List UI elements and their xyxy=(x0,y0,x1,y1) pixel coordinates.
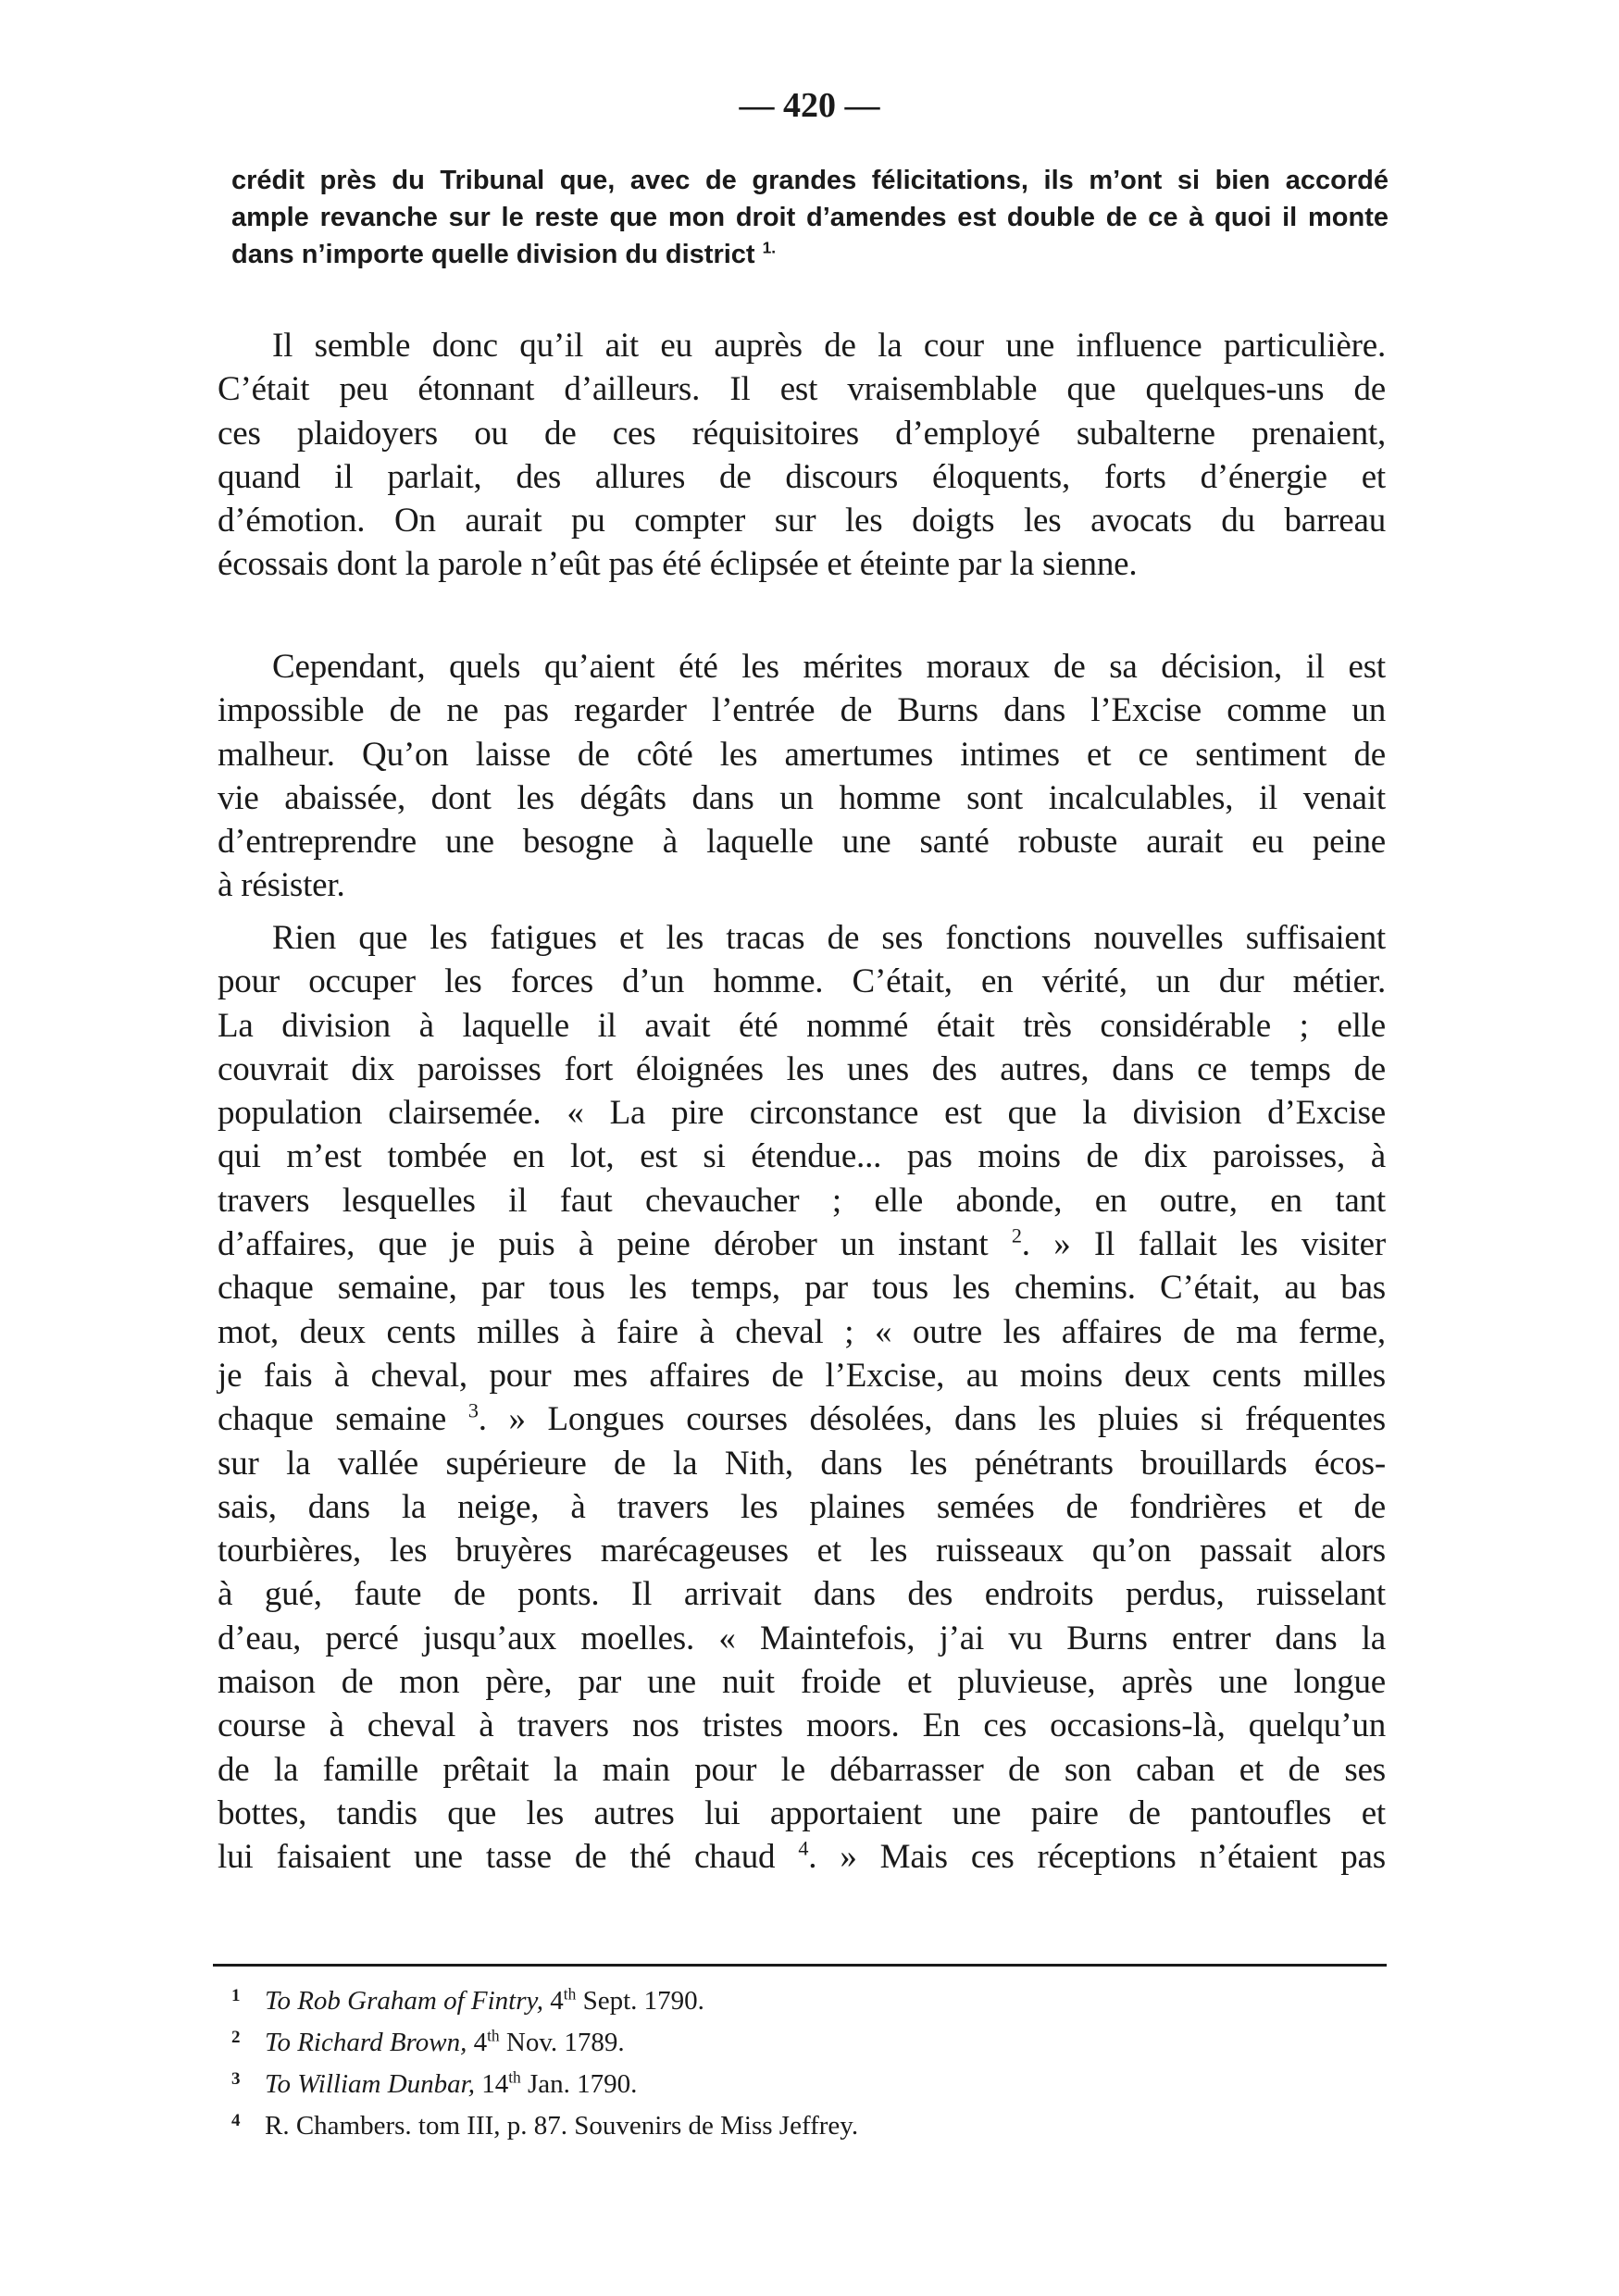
text-line: de la famille prêtait la main pour le débarrasser de son caban et de ses xyxy=(218,1750,1386,1789)
text-line: course à cheval à travers nos tristes moors. En ces occasions-là, quelqu’un xyxy=(218,1706,1386,1745)
footnotes xyxy=(231,1978,1389,2144)
footnote-4 xyxy=(231,2103,1389,2144)
quote-line: crédit près du Tribunal que, avec de grandes félicitations, ils m’ont si bien accordé xyxy=(231,166,1389,195)
footnote-number: 4 xyxy=(231,2111,241,2130)
footnote-3: 3 To William Dunbar, 14th Jan. 1790. xyxy=(231,2061,1389,2103)
footnote-divider xyxy=(213,1964,1387,1967)
quote-line: ample revanche sur le reste que mon droit d’amendes est double de ce à quoi il monte xyxy=(231,203,1389,232)
page-number: — 420 — xyxy=(739,86,880,125)
footnote-source: To Rob Graham of Fintry, xyxy=(265,1986,544,2016)
text-line: mot, deux cents milles à faire à cheval ; « outre les affaires de ma ferme, xyxy=(218,1312,1386,1351)
text-line: qui m’est tombée en lot, est si étendue... pas moins de dix paroisses, à xyxy=(218,1137,1386,1176)
text-line: sur la vallée supérieure de la Nith, dans les pénétrants brouillards écos- xyxy=(218,1444,1386,1483)
footnote-ref: 1. xyxy=(762,238,777,257)
footnote-source: To William Dunbar, xyxy=(265,2069,475,2099)
text-line: population clairsemée. « La pire circonstance est que la division d’Excise xyxy=(218,1094,1386,1133)
text-line: Il semble donc qu’il ait eu auprès de la cour une influence particulière. xyxy=(272,327,1386,365)
text-line: maison de mon père, par une nuit froide et pluvieuse, après une longue xyxy=(218,1663,1386,1702)
text-line: d’entreprendre une besogne à laquelle une santé robuste aurait eu peine xyxy=(218,823,1386,862)
footnote-2: 2 To Richard Brown, 4th Nov. 1789. xyxy=(231,2019,1389,2061)
footnote-ref: 4 xyxy=(798,1836,809,1860)
footnote-text: R. Chambers. tom III, p. 87. Souvenirs de Miss Jeffrey. xyxy=(265,2111,859,2141)
text-line: pour occuper les forces d’un homme. C’était, en vérité, un dur métier. xyxy=(218,962,1386,1001)
text-line: quand il parlait, des allures de discours éloquents, forts d’énergie et xyxy=(218,457,1386,496)
text-line: chaque semaine $^3$. » Longues courses désolées, dans les pluies si fréquentes xyxy=(218,1398,1386,1439)
text-line: lui faisaient une tasse de thé chaud $^4$. » Mais ces réceptions n’étaient pas xyxy=(218,1836,1386,1877)
quote-line: dans n’importe quelle division du district $^{1.}$ xyxy=(231,238,777,269)
paragraph-excise-entry xyxy=(218,645,1386,908)
text-line: tourbières, les bruyères marécageuses et les ruisseaux qu’on passait alors xyxy=(218,1532,1386,1570)
footnote-ref: 3 xyxy=(467,1398,479,1422)
text-line: d’émotion. On aurait pu compter sur les doigts les avocats du barreau xyxy=(218,502,1386,540)
text-line: d’eau, percé jusqu’aux moelles. « Maintefois, j’ai vu Burns entrer dans la xyxy=(218,1619,1386,1657)
text-line: impossible de ne pas regarder l’entrée de Burns dans l’Excise comme un xyxy=(218,691,1386,730)
text-line: travers lesquelles il faut chevaucher ; elle abonde, en outre, en tant xyxy=(218,1181,1386,1220)
text-line: C’était peu étonnant d’ailleurs. Il est vraisemblable que quelques-uns de xyxy=(218,370,1386,409)
text-line: vie abaissée, dont les dégâts dans un homme sont incalculables, il venait xyxy=(218,778,1386,817)
text-line: à résister. xyxy=(218,866,345,905)
text-line: d’affaires, que je puis à peine dérober un instant $^2$. » Il fallait les visiter xyxy=(218,1223,1386,1264)
text-line: couvrait dix paroisses fort éloignées les unes des autres, dans ce temps de xyxy=(218,1049,1386,1088)
paragraph-court-influence xyxy=(218,324,1386,587)
text-line: Cependant, quels qu’aient été les mérites moraux de sa décision, il est xyxy=(272,648,1386,686)
footnote-number: 1 xyxy=(231,1986,241,2005)
text-line: chaque semaine, par tous les temps, par tous les chemins. C’était, au bas xyxy=(218,1269,1386,1308)
footnote-number: 3 xyxy=(231,2069,241,2089)
footnote-ref: 2 xyxy=(1011,1223,1022,1247)
text-line: à gué, faute de ponts. Il arrivait dans des endroits perdus, ruisselant xyxy=(218,1575,1386,1614)
footnote-1: 1 To Rob Graham of Fintry, 4th Sept. 1790. xyxy=(231,1978,1389,2019)
text-line: sais, dans la neige, à travers les plaines semées de fondrières et de xyxy=(218,1487,1386,1526)
footnote-source: To Richard Brown, xyxy=(265,2028,467,2057)
text-line: La division à laquelle il avait été nommé était très considérable ; elle xyxy=(218,1006,1386,1045)
paragraph-excise-duties xyxy=(218,916,1386,1880)
footnote-number: 2 xyxy=(231,2028,241,2047)
text-line: écossais dont la parole n’eût pas été éclipsée et éteinte par la sienne. xyxy=(218,545,1138,584)
text-line: bottes, tandis que les autres lui apportaient une paire de pantoufles et xyxy=(218,1793,1386,1832)
quoted-letter-excerpt xyxy=(231,162,1389,273)
text-line: je fais à cheval, pour mes affaires de l’Excise, au moins deux cents milles xyxy=(218,1356,1386,1395)
text-line: ces plaidoyers ou de ces réquisitoires d’employé subalterne prenaient, xyxy=(218,414,1386,453)
text-line: Rien que les fatigues et les tracas de ses fonctions nouvelles suffisaient xyxy=(272,919,1386,957)
text-line: malheur. Qu’on laisse de côté les amertumes intimes et ce sentiment de xyxy=(218,735,1386,774)
